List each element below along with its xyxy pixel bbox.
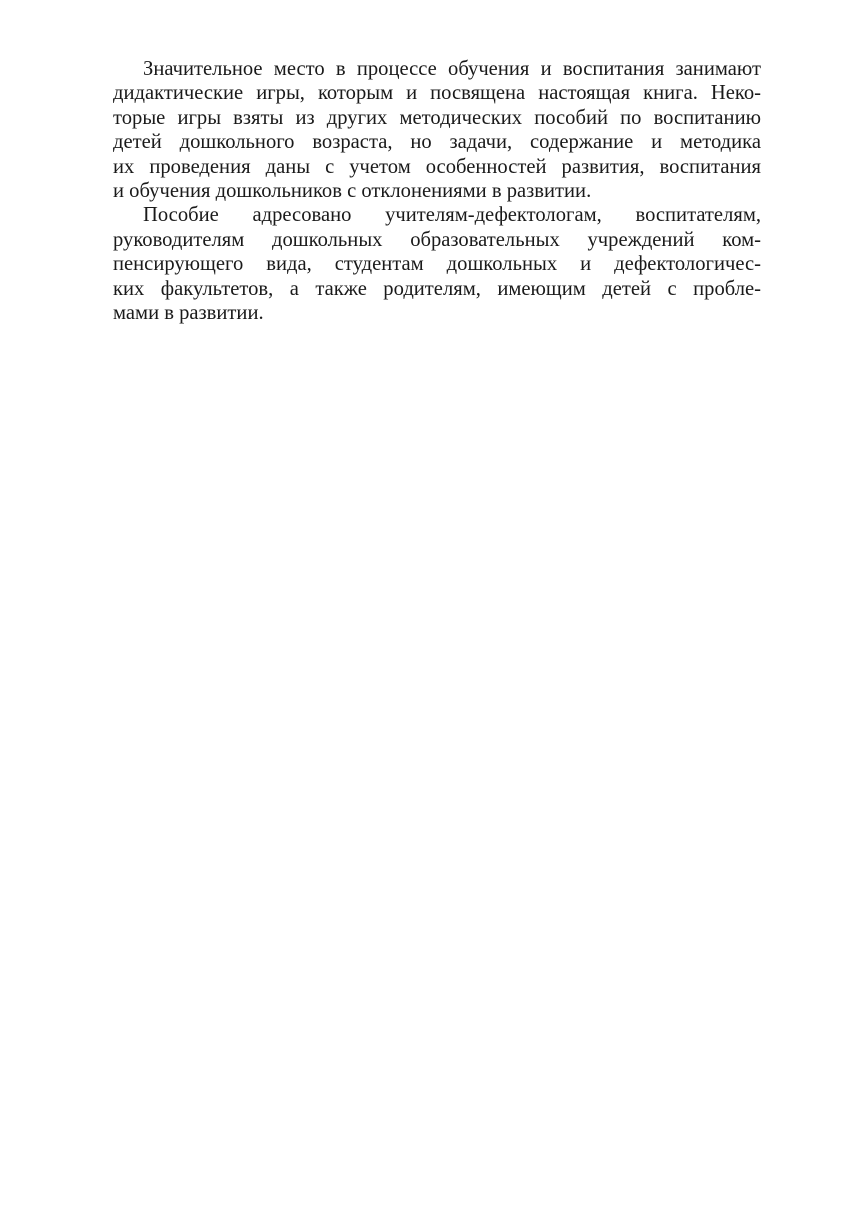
- text-line: Значительное место в процессе обучения и воспитания занимают: [143, 58, 761, 80]
- document-page: [113, 57, 761, 325]
- text-line: дидактические игры, которым и посвящена настоящая книга. Неко-: [113, 82, 761, 105]
- text-line: их проведения даны с учетом особенностей развития, воспитания: [113, 155, 761, 178]
- text-line: и обучения дошкольников с отклонениями в развитии.: [113, 179, 592, 202]
- text-line: пенсирующего вида, студентам дошкольных и дефектологичес-: [113, 253, 761, 276]
- text-line: мами в развитии.: [113, 301, 264, 324]
- paragraph-audience: [113, 203, 761, 325]
- text-line: торые игры взяты из других методических пособий по воспитанию: [113, 106, 761, 129]
- paragraph-didactic-games: [113, 57, 761, 203]
- text-line: ких факультетов, а также родителям, имеющим детей с пробле-: [113, 277, 761, 300]
- text-line: Пособие адресовано учителям-дефектологам, воспитателям,: [143, 204, 761, 227]
- text-line: детей дошкольного возраста, но задачи, содержание и методика: [113, 131, 761, 154]
- text-line: руководителям дошкольных образовательных учреждений ком-: [113, 228, 761, 251]
